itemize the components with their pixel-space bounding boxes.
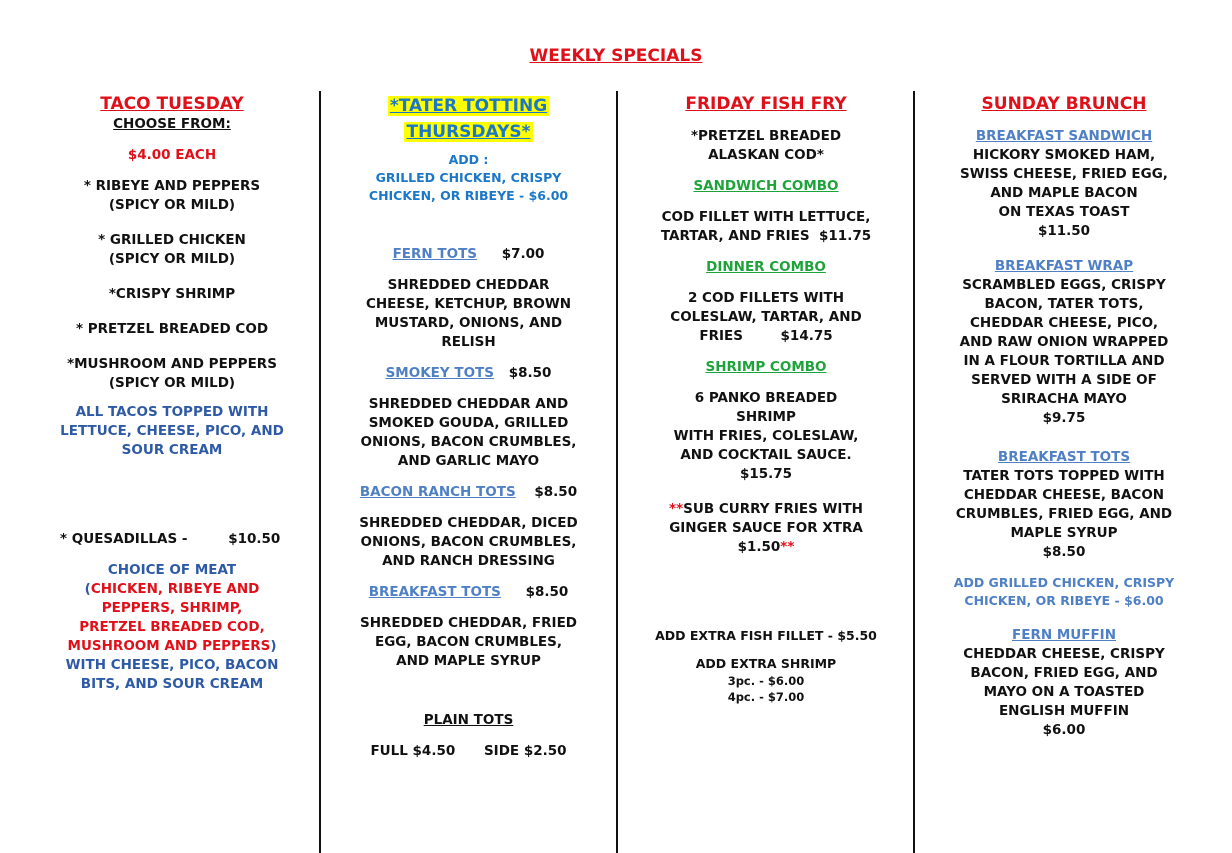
fish-fry-header: FRIDAY FISH FRY (685, 94, 847, 114)
column-divider (616, 91, 618, 853)
dinner-combo-name: DINNER COMBO (706, 259, 826, 275)
meat-choice-text: MUSHROOM AND PEPPERS (67, 638, 271, 654)
curry-fries-note (636, 538, 896, 557)
breakfast-tots-row (336, 583, 601, 602)
taco-item-note: (SPICY OR MILD) (108, 197, 236, 213)
taco-toppings: ALL TACOS TOPPED WITH (75, 404, 269, 420)
breakfast-sandwich-name: BREAKFAST SANDWICH (975, 128, 1153, 144)
smokey-tots-desc: ONIONS, BACON CRUMBLES, (360, 434, 577, 450)
bacon-ranch-tots-desc: ONIONS, BACON CRUMBLES, (360, 534, 577, 550)
smokey-tots-desc: SHREDDED CHEDDAR AND (368, 396, 569, 412)
cod-intro: *PRETZEL BREADED (690, 128, 842, 144)
fern-tots-desc: MUSTARD, ONIONS, AND (374, 315, 563, 331)
taco-item: *MUSHROOM AND PEPPERS (67, 356, 277, 372)
breakfast-wrap-price: $9.75 (1042, 410, 1086, 426)
add-option: CHICKEN, OR RIBEYE - $6.00 (368, 188, 569, 203)
tater-thursdays-column (336, 93, 601, 761)
tater-thursdays-header: *TATER TOTTING (389, 96, 548, 116)
paren: ( (84, 581, 91, 597)
plain-tots-side: SIDE $2.50 (483, 743, 567, 759)
breakfast-wrap-desc: SCRAMBLED EGGS, CRISPY (962, 277, 1166, 293)
plain-tots-name: PLAIN TOTS (423, 712, 514, 728)
meat-choice-text: PEPPERS, SHRIMP, (101, 600, 243, 616)
paren: ) (270, 638, 277, 654)
taco-item: *CRISPY SHRIMP (108, 286, 236, 302)
add-label: ADD : (448, 152, 489, 167)
sunday-brunch-header: SUNDAY BRUNCH (981, 94, 1147, 114)
fern-muffin-desc: ENGLISH MUFFIN (998, 703, 1130, 719)
shrimp-combo-desc: WITH FRIES, COLESLAW, (673, 428, 859, 444)
breakfast-tots-price: $8.50 (525, 584, 569, 600)
meat-choice-text: PRETZEL BREADED COD, (79, 619, 265, 635)
taco-tuesday-column (42, 93, 302, 694)
smokey-tots-price: $8.50 (508, 365, 552, 381)
bacon-ranch-tots-desc: AND RANCH DRESSING (382, 553, 555, 569)
taco-tuesday-header: TACO TUESDAY (100, 94, 244, 114)
smokey-tots-name: SMOKEY TOTS (385, 365, 494, 381)
curry-fries-price: $1.50 (737, 539, 781, 555)
bacon-ranch-tots-desc: SHREDDED CHEDDAR, DICED (359, 515, 578, 531)
meat-choice-line (42, 637, 302, 656)
sunday-brunch-column (936, 93, 1192, 740)
plain-tots-prices (336, 742, 601, 761)
taco-item: * PRETZEL BREADED COD (75, 321, 269, 337)
dinner-combo-desc: FRIES $14.75 (699, 328, 833, 344)
taco-item: * GRILLED CHICKEN (98, 232, 246, 248)
breakfast-sandwich-price: $11.50 (1037, 223, 1091, 239)
breakfast-tots-desc: AND MAPLE SYRUP (396, 653, 541, 669)
extra-shrimp: ADD EXTRA SHRIMP (695, 656, 837, 671)
add-option: GRILLED CHICKEN, CRISPY (375, 170, 562, 185)
curry-stars: ** (669, 501, 684, 517)
smokey-tots-desc: SMOKED GOUDA, GRILLED (368, 415, 569, 431)
fern-tots-desc: CHEESE, KETCHUP, BROWN (365, 296, 572, 312)
meat-choice-line (42, 580, 302, 599)
breakfast-sandwich-desc: HICKORY SMOKED HAM, (972, 147, 1156, 163)
breakfast-sandwich-desc: ON TEXAS TOAST (998, 204, 1130, 220)
shrimp-combo-name: SHRIMP COMBO (705, 359, 827, 375)
column-divider (319, 91, 321, 853)
meat-choice-text: CHICKEN, RIBEYE AND (90, 581, 260, 597)
column-divider (913, 91, 915, 853)
breakfast-tots-desc: TATER TOTS TOPPED WITH (963, 468, 1165, 484)
quesadilla-with: BITS, AND SOUR CREAM (80, 676, 264, 692)
fern-muffin-desc: MAYO ON A TOASTED (983, 684, 1145, 700)
fern-muffin-name: FERN MUFFIN (1012, 627, 1116, 643)
curry-fries-text: SUB CURRY FRIES WITH (683, 501, 863, 517)
fern-tots-name: FERN TOTS (392, 246, 478, 262)
extra-shrimp-price: 4pc. - $7.00 (727, 690, 805, 704)
sandwich-combo-desc: COD FILLET WITH LETTUCE, (661, 209, 871, 225)
dinner-combo-desc: 2 COD FILLETS WITH (687, 290, 845, 306)
cod-intro: ALASKAN COD* (708, 147, 824, 163)
smokey-tots-desc: AND GARLIC MAYO (397, 453, 540, 469)
tater-thursdays-header: THURSDAYS* (406, 122, 531, 142)
curry-fries-note (636, 500, 896, 519)
sandwich-combo-name: SANDWICH COMBO (693, 178, 839, 194)
breakfast-tots-desc: CHEDDAR CHEESE, BACON (963, 487, 1165, 503)
taco-item-note: (SPICY OR MILD) (108, 375, 236, 391)
shrimp-combo-desc: 6 PANKO BREADED (694, 390, 838, 406)
quesadilla-row (42, 530, 302, 549)
taco-item: * RIBEYE AND PEPPERS (83, 178, 261, 194)
dinner-combo-desc: COLESLAW, TARTAR, AND (670, 309, 862, 325)
breakfast-wrap-desc: BACON, TATER TOTS, (984, 296, 1144, 312)
fern-muffin-price: $6.00 (1042, 722, 1086, 738)
breakfast-wrap-desc: IN A FLOUR TORTILLA AND (963, 353, 1165, 369)
taco-toppings: LETTUCE, CHEESE, PICO, AND (60, 423, 284, 439)
fern-tots-desc: SHREDDED CHEDDAR (387, 277, 550, 293)
breakfast-wrap-desc: CHEDDAR CHEESE, PICO, (970, 315, 1158, 331)
bacon-ranch-tots-price: $8.50 (534, 484, 578, 500)
sandwich-combo-desc: TARTAR, AND FRIES $11.75 (660, 228, 872, 244)
breakfast-tots-desc: MAPLE SYRUP (1010, 525, 1118, 541)
breakfast-tots-name: BREAKFAST TOTS (997, 449, 1131, 465)
bacon-ranch-tots-row (336, 483, 601, 502)
meat-choice-header: CHOICE OF MEAT (107, 562, 237, 578)
fern-muffin-desc: CHEDDAR CHEESE, CRISPY (963, 646, 1165, 662)
breakfast-wrap-name: BREAKFAST WRAP (994, 258, 1134, 274)
breakfast-wrap-desc: SERVED WITH A SIDE OF (971, 372, 1157, 388)
curry-fries-text: GINGER SAUCE FOR XTRA (669, 520, 863, 536)
taco-item-note: (SPICY OR MILD) (108, 251, 236, 267)
breakfast-wrap-desc: SRIRACHA MAYO (1001, 391, 1127, 407)
quesadilla-with: WITH CHEESE, PICO, BACON (65, 657, 279, 673)
breakfast-sandwich-desc: SWISS CHEESE, FRIED EGG, (960, 166, 1168, 182)
plain-tots-full: FULL $4.50 (370, 743, 456, 759)
breakfast-tots-desc: SHREDDED CHEDDAR, FRIED (359, 615, 577, 631)
fish-fry-column (636, 93, 896, 705)
breakfast-tots-price: $8.50 (1042, 544, 1086, 560)
breakfast-sandwich-desc: AND MAPLE BACON (990, 185, 1138, 201)
taco-price: $4.00 EACH (127, 147, 217, 163)
quesadilla-price: $10.50 (228, 531, 281, 547)
curry-stars: ** (780, 539, 795, 555)
breakfast-tots-desc: EGG, BACON CRUMBLES, (375, 634, 562, 650)
page-title: WEEKLY SPECIALS (529, 46, 703, 66)
choose-from-label: CHOOSE FROM: (113, 116, 231, 132)
shrimp-combo-desc: AND COCKTAIL SAUCE. (680, 447, 852, 463)
breakfast-tots-name: BREAKFAST TOTS (368, 584, 501, 600)
bacon-ranch-tots-name: BACON RANCH TOTS (359, 484, 516, 500)
fern-muffin-desc: BACON, FRIED EGG, AND (970, 665, 1158, 681)
extra-fish-fillet: ADD EXTRA FISH FILLET - $5.50 (655, 628, 877, 643)
shrimp-combo-price: $15.75 (739, 466, 793, 482)
fern-tots-row (336, 245, 601, 264)
taco-toppings: SOUR CREAM (121, 442, 223, 458)
brunch-add-option: CHICKEN, OR RIBEYE - $6.00 (964, 593, 1164, 608)
breakfast-wrap-desc: AND RAW ONION WRAPPED (959, 334, 1169, 350)
fern-tots-desc: RELISH (441, 334, 496, 350)
extra-shrimp-price: 3pc. - $6.00 (727, 674, 805, 688)
breakfast-tots-desc: CRUMBLES, FRIED EGG, AND (955, 506, 1173, 522)
brunch-add-option: ADD GRILLED CHICKEN, CRISPY (953, 575, 1175, 590)
shrimp-combo-desc: SHRIMP (736, 409, 796, 425)
smokey-tots-row (336, 364, 601, 383)
quesadilla-label: * QUESADILLAS - (60, 531, 188, 547)
fern-tots-price: $7.00 (501, 246, 545, 262)
